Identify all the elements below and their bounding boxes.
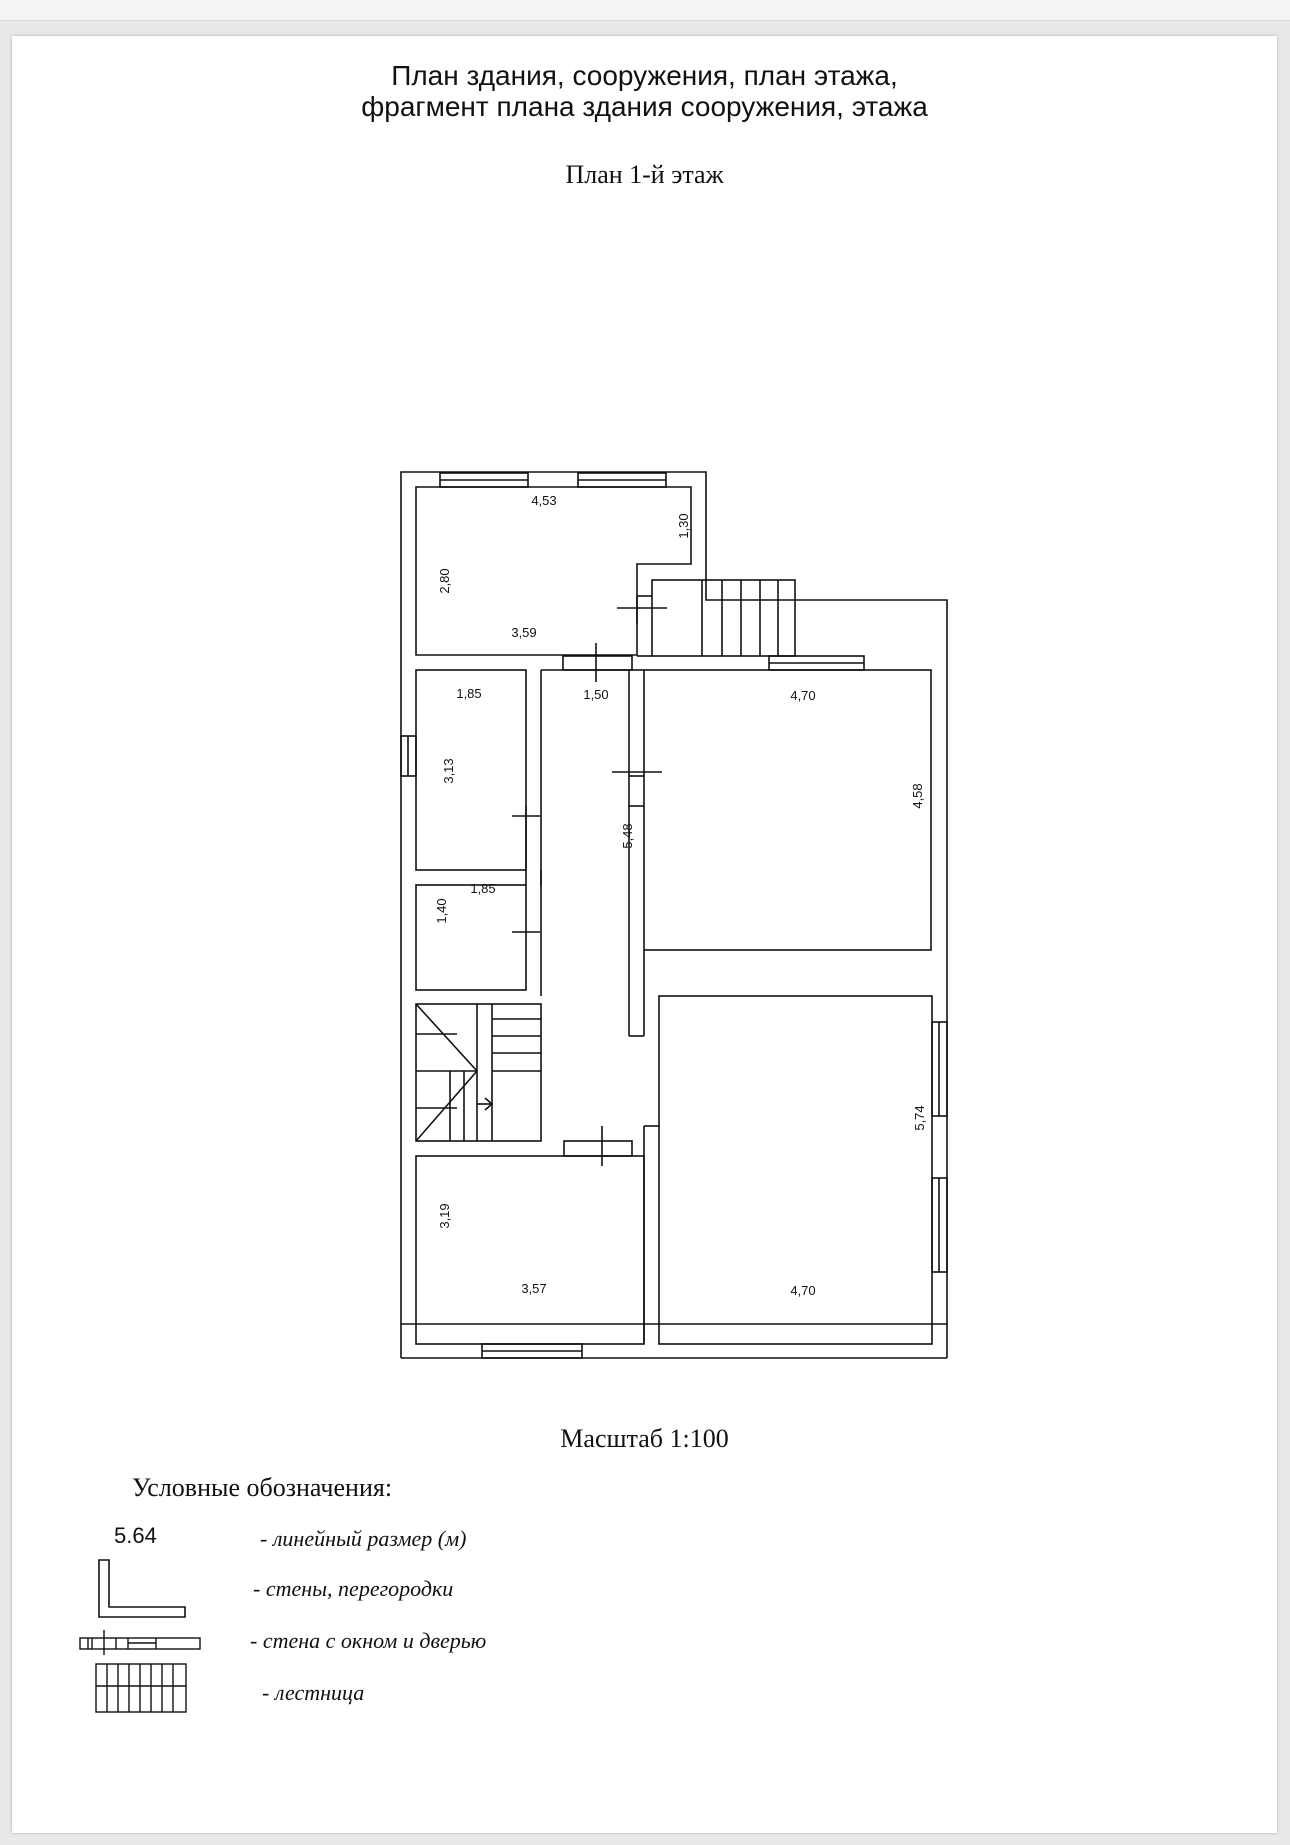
top-room-walls [416, 487, 691, 655]
dim-top-room-bottom: 3,59 [511, 625, 537, 640]
floor-plan-drawing [12, 36, 1277, 1436]
dim-hall-length: 5,48 [620, 823, 635, 849]
scale-label: Масштаб 1:100 [560, 1424, 729, 1453]
legend-stairs-label: - лестница [262, 1680, 365, 1705]
legend-window-door-icon [78, 1628, 202, 1656]
dim-left-room-1-height: 3,13 [441, 758, 456, 784]
dim-top-room-width: 4,53 [531, 493, 557, 508]
dim-bottom-left-height: 3,19 [437, 1203, 452, 1229]
dim-right-room-width: 4,70 [790, 688, 816, 703]
legend-walls-label: - стены, перегородки [253, 1576, 454, 1601]
legend-stairs-icon [94, 1662, 190, 1714]
hall-top-door [563, 656, 632, 670]
dim-left-room-1-width: 1,85 [456, 686, 482, 701]
legend-wall-icon [97, 1558, 187, 1620]
dim-left-room-2-height: 1,40 [434, 898, 449, 924]
viewer-top-bar [0, 0, 1290, 21]
document-page [12, 36, 1277, 1833]
dim-hall-width: 1,50 [583, 687, 609, 702]
dim-right-room-height: 4,58 [910, 783, 925, 809]
dim-bottom-right-height: 5,74 [912, 1105, 927, 1131]
dim-left-room-2-width: 1,85 [470, 881, 496, 896]
document-title-line2: фрагмент плана здания сооружения, этажа [361, 91, 928, 122]
exterior-stairs [652, 580, 795, 656]
floor-subtitle: План 1-й этаж [565, 160, 724, 189]
left-room-2-walls [416, 885, 526, 990]
dim-top-room-height: 2,80 [437, 568, 452, 594]
dim-top-room-notch: 1,30 [676, 513, 691, 539]
legend-dimension-sample: 5.64 [114, 1523, 157, 1548]
right-room-walls [644, 670, 931, 950]
legend-dimension-label: - линейный размер (м) [260, 1526, 467, 1551]
dim-bottom-right-width: 4,70 [790, 1283, 816, 1298]
bottom-left-room-walls [416, 1156, 644, 1344]
legend-window-door-label: - стена с окном и дверью [250, 1628, 487, 1653]
bottom-left-room-door [564, 1141, 632, 1156]
dim-bottom-left-width: 3,57 [521, 1281, 547, 1296]
outer-wall-outline [401, 472, 947, 1324]
legend-title: Условные обозначения: [132, 1473, 393, 1502]
document-title-line1: План здания, сооружения, план этажа, [391, 60, 898, 91]
